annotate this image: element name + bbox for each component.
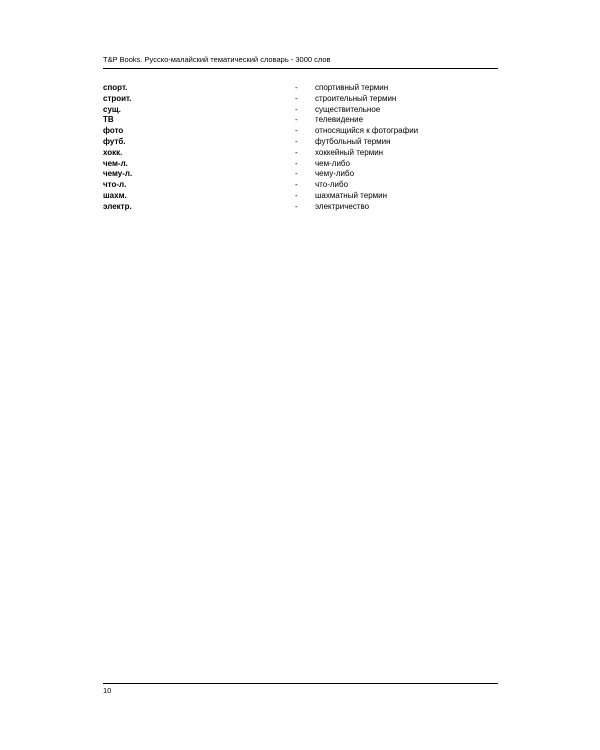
abbreviation-meaning: хоккейный термин (315, 147, 384, 157)
abbreviation-dash: - (295, 136, 298, 146)
abbreviation-term: фото (103, 126, 124, 136)
abbreviation-meaning: спортивный термин (315, 83, 389, 92)
abbreviation-dash: - (295, 104, 298, 114)
abbreviation-meaning: что-либо (315, 180, 349, 190)
abbreviation-row (103, 180, 498, 191)
abbreviation-term: чему-л. (103, 169, 133, 179)
abbreviation-row (103, 169, 498, 180)
abbreviation-meaning: чем-либо (315, 158, 350, 168)
abbreviation-dash: - (295, 93, 298, 103)
abbreviation-term: что-л. (103, 180, 127, 190)
abbreviation-row (103, 191, 498, 202)
abbreviation-meaning: относящийся к фотографии (315, 126, 419, 136)
abbreviation-term: сущ. (103, 104, 121, 114)
abbreviation-term: шахм. (103, 190, 127, 200)
abbreviation-dash: - (295, 126, 298, 136)
abbreviation-term: хокк. (103, 147, 123, 157)
abbreviation-row (103, 94, 498, 105)
abbreviation-row (103, 83, 498, 94)
abbreviation-dash: - (295, 147, 298, 157)
abbreviation-row (103, 202, 498, 213)
abbreviation-term: ТВ (103, 115, 114, 125)
abbreviation-dash: - (295, 201, 298, 211)
abbreviation-term: электр. (103, 201, 132, 211)
abbreviation-list (103, 83, 498, 213)
header-rule (103, 68, 498, 69)
abbreviation-row (103, 126, 498, 137)
abbreviation-meaning: электричество (315, 201, 370, 211)
running-header: T&P Books. Русско-малайский тематический словарь - 3000 слов (103, 55, 331, 64)
abbreviation-meaning: шахматный термин (315, 190, 388, 200)
abbreviation-term: спорт. (103, 83, 128, 92)
page-number: 10 (103, 686, 112, 695)
footer-rule (103, 683, 498, 684)
abbreviation-dash: - (295, 169, 298, 179)
abbreviation-term: чем-л. (103, 158, 128, 168)
abbreviation-row (103, 115, 498, 126)
abbreviation-meaning: чему-либо (315, 169, 355, 179)
abbreviation-row (103, 159, 498, 170)
abbreviation-meaning: телевидение (315, 115, 364, 125)
abbreviation-meaning: футбольный термин (315, 136, 391, 146)
abbreviation-term: футб. (103, 136, 126, 146)
abbreviation-row (103, 148, 498, 159)
abbreviation-dash: - (295, 180, 298, 190)
abbreviation-dash: - (295, 190, 298, 200)
abbreviation-term: строит. (103, 93, 132, 103)
abbreviation-row (103, 105, 498, 116)
abbreviation-meaning: строительный термин (315, 93, 397, 103)
abbreviation-row (103, 137, 498, 148)
abbreviation-dash: - (295, 83, 298, 92)
abbreviation-dash: - (295, 115, 298, 125)
abbreviation-meaning: существительное (315, 104, 381, 114)
abbreviation-dash: - (295, 158, 298, 168)
